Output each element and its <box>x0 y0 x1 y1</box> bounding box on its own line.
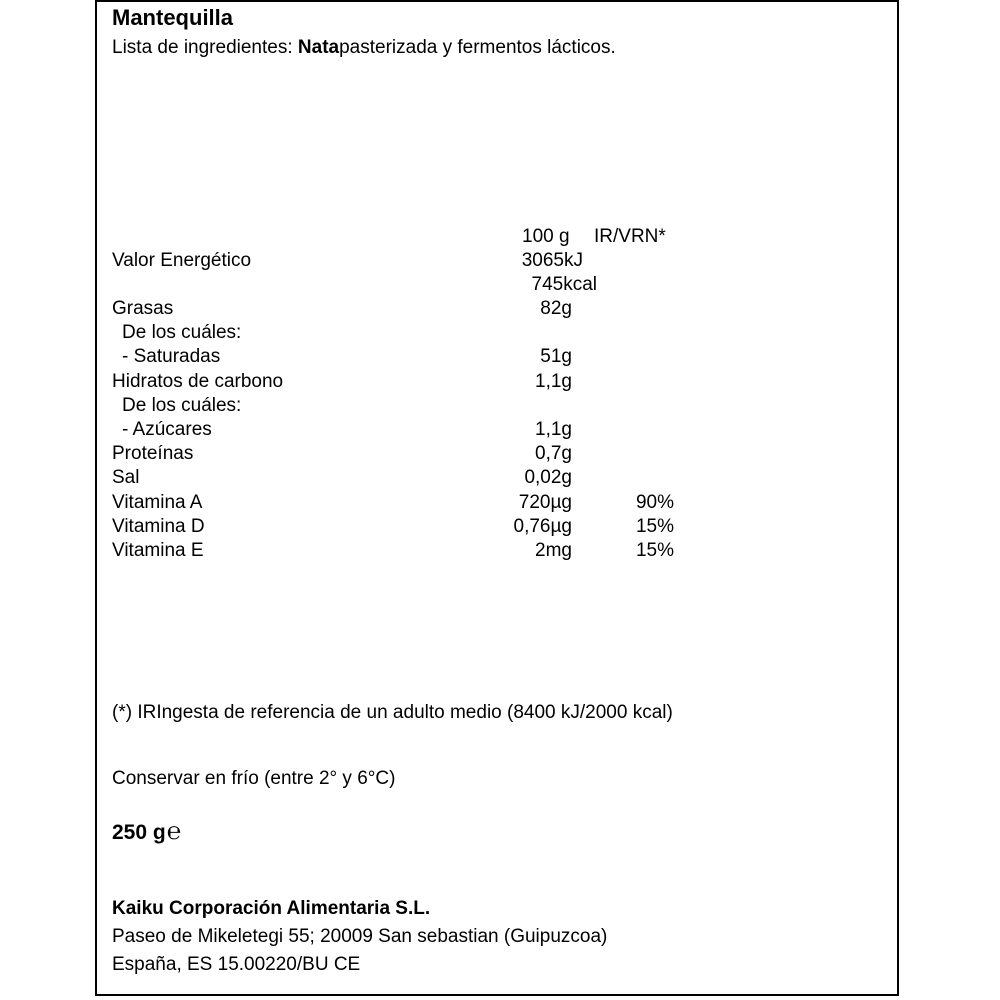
nutrition-row <box>0 298 1000 322</box>
energy-kj: 3065kJ <box>521 250 583 271</box>
nutrient-value: 0,7g <box>535 443 572 465</box>
product-title: Mantequilla <box>112 5 234 30</box>
nutrition-row-energy <box>0 250 1000 274</box>
nutrient-label: Vitamina D <box>112 515 205 537</box>
nutrition-row <box>0 395 1000 419</box>
nutrient-value: 1,1g <box>535 370 572 392</box>
nutrient-reference-intake: 15% <box>635 515 674 537</box>
nutrition-row <box>0 371 1000 395</box>
company-name: Kaiku Corporación Alimentaria S.L. <box>112 898 431 919</box>
nutrient-label: De los cuáles: <box>122 394 242 416</box>
nutrition-header-per: 100 g <box>522 226 570 247</box>
nutrient-label: Vitamina E <box>112 540 204 561</box>
company-address: Paseo de Mikeletegi 55; 20009 San sebastian (Guipuzcoa) <box>112 926 608 947</box>
nutrition-row <box>0 516 1000 540</box>
nutrient-label: De los cuáles: <box>122 322 242 344</box>
nutrition-header-ref: IR/VRN* <box>594 226 666 247</box>
nutrient-value: 720µg <box>518 491 572 513</box>
nutrient-value: 0,76µg <box>513 515 572 537</box>
estimated-sign-icon: ℮ <box>166 818 182 845</box>
nutrition-row <box>0 322 1000 346</box>
nutrient-label: Vitamina A <box>112 491 203 513</box>
nutrient-label: Grasas <box>112 298 174 319</box>
ingredients-bold: Nata <box>297 37 340 58</box>
nutrient-reference-intake: 90% <box>635 491 674 513</box>
nutrient-label: Sal <box>112 467 140 489</box>
nutrient-value: 0,02g <box>524 467 572 489</box>
energy-label: Valor Energético <box>112 250 252 271</box>
nutrient-label: Proteínas <box>112 443 194 465</box>
ingredients-list <box>112 37 616 59</box>
nutrition-row <box>0 492 1000 516</box>
nutrition-row <box>0 443 1000 467</box>
nutrient-reference-intake: 15% <box>635 540 674 561</box>
ingredients-suffix: pasterizada y fermentos lácticos. <box>339 37 616 58</box>
nutrient-label: - Saturadas <box>122 346 221 368</box>
nutrition-row <box>0 419 1000 443</box>
nutrient-value: 82g <box>540 298 572 319</box>
ingredients-prefix: Lista de ingredientes: <box>112 37 298 58</box>
net-weight-value: 250 g <box>112 821 166 844</box>
nutrition-row <box>0 346 1000 370</box>
nutrient-label: Hidratos de carbono <box>112 370 284 392</box>
nutrient-label: - Azúcares <box>122 419 212 440</box>
net-weight <box>112 820 181 845</box>
reference-footnote: (*) IRIngesta de referencia de un adulto medio (8400 kJ/2000 kcal) <box>112 702 673 723</box>
nutrient-value: 51g <box>540 346 572 368</box>
nutrient-value: 2mg <box>535 540 572 561</box>
nutrient-value: 1,1g <box>535 419 572 440</box>
nutrition-row <box>0 467 1000 491</box>
energy-kcal: 745kcal <box>531 274 597 295</box>
nutrition-row-energy-kcal <box>0 274 1000 298</box>
company-country-registration: España, ES 15.00220/BU CE <box>112 954 361 975</box>
storage-instructions: Conservar en frío (entre 2° y 6°C) <box>112 768 396 789</box>
nutrition-row <box>0 540 1000 564</box>
